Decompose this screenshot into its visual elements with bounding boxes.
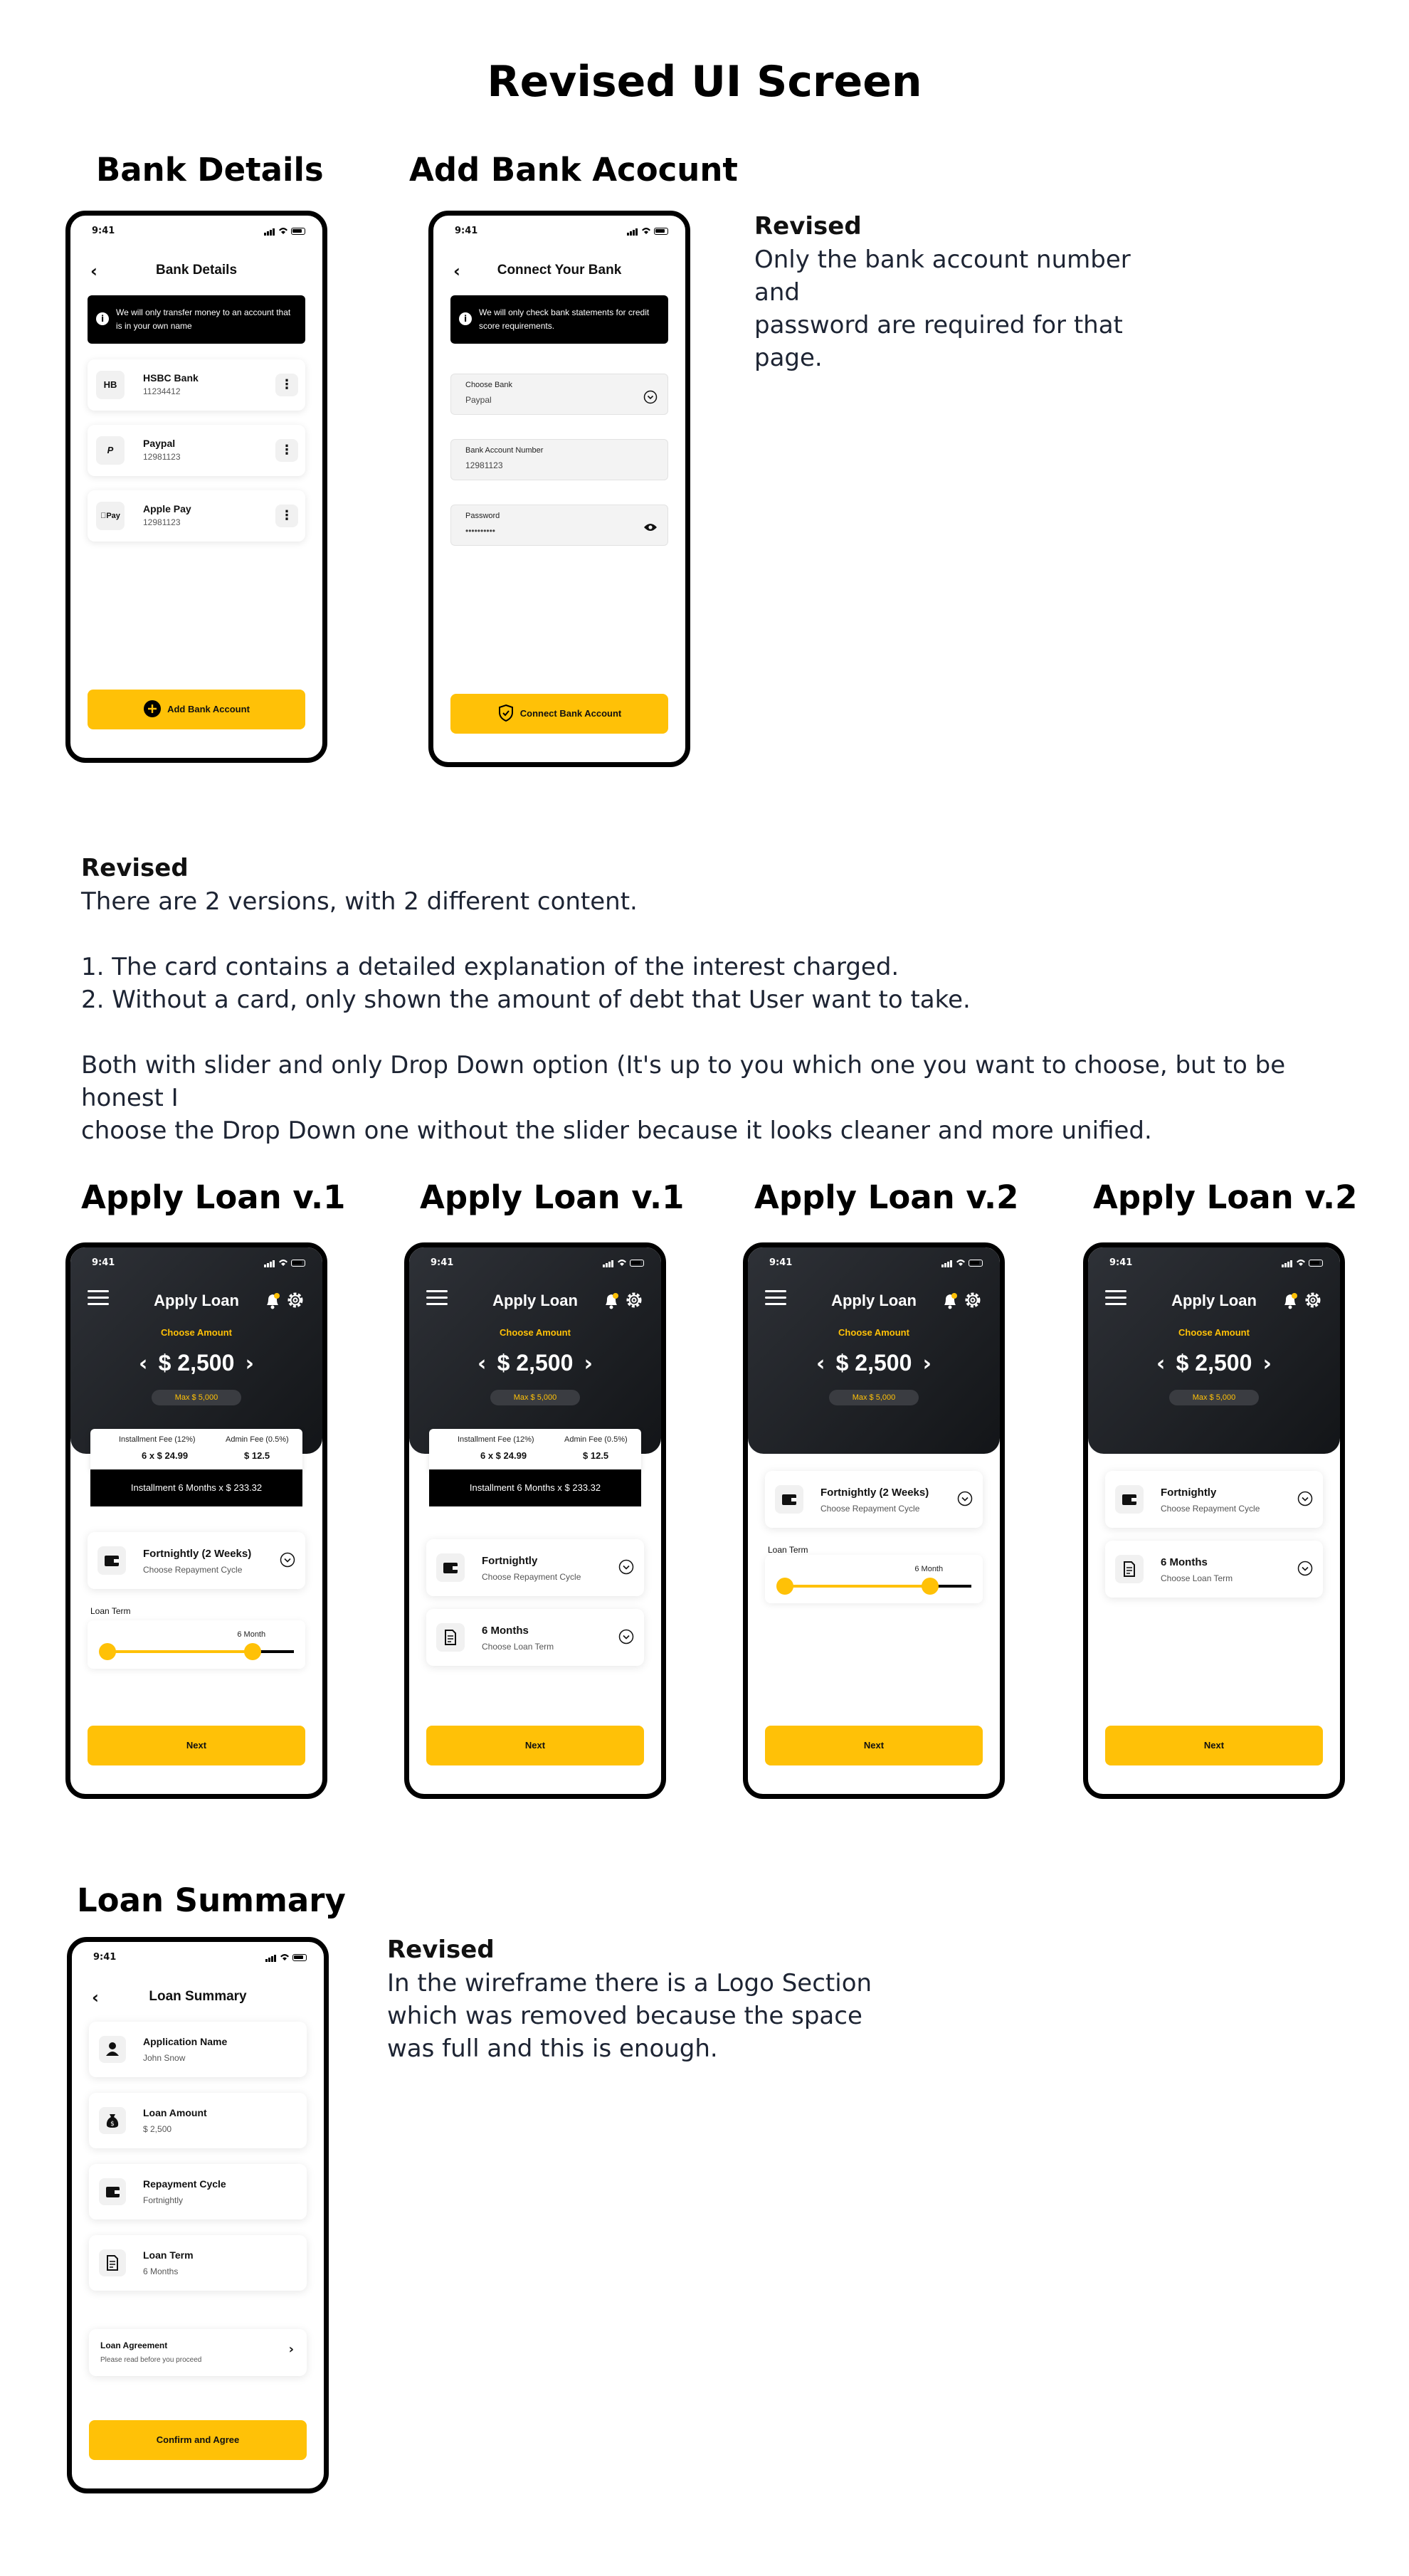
bank-number: 12981123 xyxy=(143,452,181,462)
loan-agreement-link[interactable] xyxy=(89,2329,307,2376)
screen-title: Loan Summary xyxy=(149,1989,247,2004)
installment-fee-value: 6 x $ 24.99 xyxy=(480,1450,527,1461)
status-bar xyxy=(748,1247,1000,1276)
note-line: Both with slider and only Drop Down option (It's up to you which one you want to choose, but to be honest I xyxy=(81,1051,1286,1112)
decrease-amount-icon[interactable]: ‹ xyxy=(139,1351,148,1376)
svg-text:$: $ xyxy=(110,2121,115,2128)
field-value: Paypal xyxy=(465,395,492,405)
status-bar xyxy=(70,216,322,244)
info-banner-text: We will only transfer money to an account that is in your own name xyxy=(116,307,291,331)
battery-icon xyxy=(1309,1260,1323,1267)
paypal-logo: P xyxy=(96,436,125,465)
note-loan-title: Revised xyxy=(81,854,189,882)
installment-summary: Installment 6 Months x $ 233.32 xyxy=(90,1469,302,1506)
next-button[interactable]: Next xyxy=(1105,1726,1323,1765)
note-loan-body xyxy=(81,885,1362,1147)
more-options-icon[interactable]: ⋮ xyxy=(275,505,298,527)
summary-item-value: John Snow xyxy=(143,2053,186,2063)
note-summary-title: Revised xyxy=(387,1936,495,1964)
loan-term-slider[interactable] xyxy=(88,1620,305,1669)
choose-amount-label: Choose Amount xyxy=(1178,1327,1250,1338)
status-bar xyxy=(72,1942,324,1970)
slider-handle[interactable] xyxy=(244,1643,261,1660)
screen-title: Apply Loan xyxy=(1171,1292,1257,1309)
back-arrow-icon[interactable]: ‹ xyxy=(453,261,460,281)
hsbc-logo: HB xyxy=(96,371,125,399)
status-time: 9:41 xyxy=(93,1952,117,1963)
slider-fill xyxy=(107,1650,253,1653)
option-title: Fortnightly xyxy=(1161,1487,1217,1499)
summary-item-title: Repayment Cycle xyxy=(143,2178,226,2190)
user-icon xyxy=(99,2036,126,2063)
status-time: 9:41 xyxy=(769,1257,793,1268)
bank-account-card[interactable] xyxy=(88,359,305,411)
info-banner xyxy=(450,295,668,344)
note-line: 1. The card contains a detailed explanation of the interest charged. xyxy=(81,953,899,981)
field-label: Bank Account Number xyxy=(465,446,544,455)
battery-icon xyxy=(291,1260,305,1267)
decrease-amount-icon[interactable]: ‹ xyxy=(1156,1351,1166,1376)
wifi-icon xyxy=(617,1259,627,1266)
note-line: choose the Drop Down one without the slider because it looks cleaner and more unified. xyxy=(81,1117,1152,1145)
status-time: 9:41 xyxy=(431,1257,454,1268)
bank-account-number-field[interactable] xyxy=(450,439,668,480)
connect-bank-account-button[interactable] xyxy=(450,694,668,734)
bank-number: 12981123 xyxy=(143,517,181,527)
chevron-down-icon xyxy=(643,390,658,404)
wifi-icon xyxy=(280,1953,290,1960)
status-icons xyxy=(627,227,670,236)
apple-pay-logo xyxy=(96,502,125,530)
eye-icon[interactable] xyxy=(643,522,658,532)
choose-amount-label: Choose Amount xyxy=(500,1327,571,1338)
screen-title: Apply Loan xyxy=(154,1292,239,1309)
wallet-icon xyxy=(97,1546,126,1575)
loan-term-label: Loan Term xyxy=(90,1606,131,1616)
bank-name: HSBC Bank xyxy=(143,372,199,384)
info-banner-text: We will only check bank statements for credit score requirements. xyxy=(479,307,650,331)
nav-bar xyxy=(433,255,685,284)
repayment-cycle-dropdown[interactable] xyxy=(426,1539,644,1596)
decrease-amount-icon[interactable]: ‹ xyxy=(816,1351,825,1376)
chevron-down-icon xyxy=(957,1491,973,1506)
loan-term-slider[interactable] xyxy=(765,1555,983,1603)
summary-item-title: Application Name xyxy=(143,2036,228,2047)
increase-amount-icon[interactable]: › xyxy=(584,1351,593,1376)
status-icons xyxy=(264,1259,307,1267)
note-bank-body xyxy=(754,243,1153,374)
max-amount-badge: Max $ 5,000 xyxy=(1169,1390,1259,1405)
loan-amount: $ 2,500 xyxy=(158,1350,235,1376)
increase-amount-icon[interactable]: › xyxy=(922,1351,932,1376)
chevron-down-icon xyxy=(280,1552,295,1568)
section-title-apply-v2: Apply Loan v.2 xyxy=(1093,1178,1358,1216)
summary-item xyxy=(89,2093,307,2148)
note-line: There are 2 versions, with 2 different content. xyxy=(81,887,638,916)
loan-amount: $ 2,500 xyxy=(497,1350,574,1376)
note-line: password are required for that xyxy=(754,311,1123,339)
phone-loan-summary xyxy=(67,1937,329,2493)
note-line: was full and this is enough. xyxy=(387,2034,718,2063)
option-title: Fortnightly (2 Weeks) xyxy=(820,1487,929,1499)
option-subtitle: Choose Repayment Cycle xyxy=(820,1504,920,1514)
section-title-loan-summary: Loan Summary xyxy=(77,1881,346,1919)
field-label: Choose Bank xyxy=(465,381,513,389)
chevron-right-icon: › xyxy=(288,2342,294,2357)
phone-bank-details xyxy=(65,211,327,763)
max-amount-badge: Max $ 5,000 xyxy=(829,1390,919,1405)
status-icons xyxy=(265,1953,308,1962)
status-bar xyxy=(1088,1247,1340,1276)
more-options-icon[interactable]: ⋮ xyxy=(275,439,298,462)
amount-header xyxy=(748,1247,1000,1454)
option-subtitle: Choose Repayment Cycle xyxy=(1161,1504,1260,1514)
gear-icon[interactable] xyxy=(963,1290,983,1310)
repayment-cycle-dropdown[interactable] xyxy=(88,1532,305,1589)
wallet-icon xyxy=(99,2178,126,2205)
note-line: In the wireframe there is a Logo Section xyxy=(387,1969,872,1997)
chevron-down-icon xyxy=(618,1559,634,1575)
money-bag-icon xyxy=(99,2107,126,2134)
status-time: 9:41 xyxy=(92,1257,115,1268)
repayment-cycle-dropdown[interactable] xyxy=(1105,1471,1323,1528)
bank-number: 11234412 xyxy=(143,386,181,396)
shield-check-icon xyxy=(497,704,514,722)
next-button[interactable]: Next xyxy=(765,1726,983,1765)
bell-icon[interactable] xyxy=(941,1292,959,1310)
status-time: 9:41 xyxy=(1109,1257,1133,1268)
summary-item-title: Loan Term xyxy=(143,2249,194,2261)
wallet-icon xyxy=(1115,1485,1144,1514)
wifi-icon xyxy=(278,227,288,234)
bank-account-card[interactable] xyxy=(88,490,305,542)
document-icon xyxy=(1115,1555,1144,1583)
chevron-down-icon xyxy=(1297,1561,1313,1576)
summary-item-title: Loan Amount xyxy=(143,2107,207,2118)
field-value: 12981123 xyxy=(465,460,503,470)
document-icon xyxy=(436,1623,465,1652)
next-button[interactable]: Next xyxy=(426,1726,644,1765)
nav-bar xyxy=(72,1982,324,2010)
section-title-bank-details: Bank Details xyxy=(96,151,324,189)
installment-fee-label: Installment Fee (12%) xyxy=(119,1435,196,1444)
gear-icon[interactable] xyxy=(285,1290,305,1310)
option-subtitle: Choose Loan Term xyxy=(482,1642,554,1652)
bank-name: Apple Pay xyxy=(143,503,191,514)
section-title-apply-v2: Apply Loan v.2 xyxy=(754,1178,1019,1216)
option-title: Fortnightly (2 Weeks) xyxy=(143,1548,252,1560)
slider-handle[interactable] xyxy=(922,1578,939,1595)
choose-amount-label: Choose Amount xyxy=(838,1327,909,1338)
loan-amount: $ 2,500 xyxy=(835,1350,912,1376)
note-line xyxy=(81,918,1362,951)
wifi-icon xyxy=(278,1259,288,1266)
plus-circle-icon xyxy=(143,700,162,718)
note-line: which was removed because the space xyxy=(387,2002,862,2030)
phone-apply-loan-v2-dropdown xyxy=(1083,1242,1345,1799)
phone-apply-loan-v1-slider xyxy=(65,1242,327,1799)
screen-title: Apply Loan xyxy=(831,1292,917,1309)
fee-details-card xyxy=(429,1429,641,1470)
loan-amount: $ 2,500 xyxy=(1176,1350,1252,1376)
battery-icon xyxy=(291,228,305,235)
status-icons xyxy=(264,227,307,236)
apple-pay-logo-text: Pay xyxy=(103,512,117,520)
status-icons xyxy=(941,1259,984,1267)
slider-value-label: 6 Month xyxy=(914,1565,944,1573)
note-summary-body xyxy=(387,1967,885,2065)
password-field[interactable] xyxy=(450,505,668,546)
admin-fee-label: Admin Fee (0.5%) xyxy=(226,1435,289,1444)
confirm-and-agree-button[interactable]: Confirm and Agree xyxy=(89,2420,307,2460)
installment-fee-value: 6 x $ 24.99 xyxy=(142,1450,189,1461)
wifi-icon xyxy=(956,1259,966,1266)
info-icon: i xyxy=(96,312,109,325)
section-title-add-bank: Add Bank Acocunt xyxy=(409,151,738,189)
option-title: 6 Months xyxy=(482,1625,529,1637)
loan-term-dropdown[interactable] xyxy=(1105,1541,1323,1598)
status-bar xyxy=(433,216,685,244)
slider-min-knob[interactable] xyxy=(776,1578,793,1595)
slider-fill xyxy=(785,1585,930,1588)
screen-title: Connect Your Bank xyxy=(497,263,622,278)
field-value: •••••••••• xyxy=(465,526,496,536)
battery-icon xyxy=(292,1954,307,1961)
amount-header xyxy=(1088,1247,1340,1454)
phone-connect-bank xyxy=(428,211,690,767)
admin-fee-label: Admin Fee (0.5%) xyxy=(564,1435,628,1444)
battery-icon xyxy=(654,228,668,235)
summary-item xyxy=(89,2164,307,2219)
back-arrow-icon[interactable]: ‹ xyxy=(90,261,97,281)
wallet-icon xyxy=(775,1485,803,1514)
screen-title: Bank Details xyxy=(155,263,238,278)
slider-min-knob[interactable] xyxy=(99,1643,116,1660)
option-subtitle: Choose Loan Term xyxy=(1161,1573,1233,1583)
nav-bar xyxy=(70,255,322,284)
amount-header xyxy=(70,1247,322,1454)
note-line: Only the bank account number and xyxy=(754,246,1131,307)
note-line: 2. Without a card, only shown the amount of debt that User want to take. xyxy=(81,986,971,1014)
admin-fee-value: $ 12.5 xyxy=(583,1450,609,1461)
wifi-icon xyxy=(1296,1259,1306,1266)
note-bank-title: Revised xyxy=(754,212,862,241)
section-title-apply-v1: Apply Loan v.1 xyxy=(420,1178,685,1216)
amount-header xyxy=(409,1247,661,1454)
phone-apply-loan-v1-dropdown xyxy=(404,1242,666,1799)
document-icon xyxy=(99,2249,126,2276)
note-line xyxy=(81,1016,1362,1049)
status-bar xyxy=(409,1247,661,1276)
wifi-icon xyxy=(641,227,651,234)
installment-fee-label: Installment Fee (12%) xyxy=(458,1435,534,1444)
gear-icon[interactable] xyxy=(624,1290,644,1310)
bell-icon[interactable] xyxy=(603,1292,620,1310)
max-amount-badge: Max $ 5,000 xyxy=(490,1390,580,1405)
bank-account-card[interactable] xyxy=(88,425,305,476)
admin-fee-value: $ 12.5 xyxy=(244,1450,270,1461)
battery-icon xyxy=(969,1260,983,1267)
wallet-icon xyxy=(436,1553,465,1582)
field-label: Password xyxy=(465,512,500,520)
info-banner xyxy=(88,295,305,344)
repayment-cycle-dropdown[interactable] xyxy=(765,1471,983,1528)
screen-title: Apply Loan xyxy=(492,1292,578,1309)
slider-value-label: 6 Month xyxy=(237,1630,266,1639)
add-bank-account-button[interactable] xyxy=(88,690,305,729)
bell-icon[interactable] xyxy=(264,1292,281,1310)
agreement-title: Loan Agreement xyxy=(100,2340,168,2350)
chevron-down-icon xyxy=(1297,1491,1313,1506)
choose-bank-select[interactable] xyxy=(450,374,668,415)
more-options-icon[interactable]: ⋮ xyxy=(275,374,298,396)
decrease-amount-icon[interactable]: ‹ xyxy=(477,1351,487,1376)
gear-icon[interactable] xyxy=(1303,1290,1323,1310)
agreement-subtitle: Please read before you proceed xyxy=(100,2356,202,2364)
bell-icon[interactable] xyxy=(1282,1292,1299,1310)
status-icons xyxy=(603,1259,645,1267)
back-arrow-icon[interactable]: ‹ xyxy=(92,1988,99,2007)
status-bar xyxy=(70,1247,322,1276)
option-title: Fortnightly xyxy=(482,1555,538,1567)
installment-summary: Installment 6 Months x $ 233.32 xyxy=(429,1469,641,1506)
note-line: page. xyxy=(754,344,823,372)
option-title: 6 Months xyxy=(1161,1556,1208,1568)
status-time: 9:41 xyxy=(455,226,478,236)
section-title-apply-v1: Apply Loan v.1 xyxy=(81,1178,346,1216)
max-amount-badge: Max $ 5,000 xyxy=(152,1390,241,1405)
option-subtitle: Choose Repayment Cycle xyxy=(482,1572,581,1582)
increase-amount-icon[interactable]: › xyxy=(1262,1351,1272,1376)
info-icon: i xyxy=(459,312,472,325)
status-time: 9:41 xyxy=(92,226,115,236)
option-subtitle: Choose Repayment Cycle xyxy=(143,1565,243,1575)
battery-icon xyxy=(630,1260,644,1267)
status-icons xyxy=(1282,1259,1324,1267)
summary-item-value: 6 Months xyxy=(143,2266,179,2276)
fee-details-card xyxy=(90,1429,302,1470)
increase-amount-icon[interactable]: › xyxy=(245,1351,254,1376)
loan-term-label: Loan Term xyxy=(768,1545,808,1555)
choose-amount-label: Choose Amount xyxy=(161,1327,232,1338)
page-title: Revised UI Screen xyxy=(487,57,922,107)
summary-item xyxy=(89,2022,307,2077)
summary-item-value: Fortnightly xyxy=(143,2195,184,2205)
loan-term-dropdown[interactable] xyxy=(426,1609,644,1666)
phone-apply-loan-v2-slider xyxy=(743,1242,1005,1799)
bank-name: Paypal xyxy=(143,438,176,449)
add-bank-account-label: Add Bank Account xyxy=(167,704,250,714)
next-button[interactable]: Next xyxy=(88,1726,305,1765)
summary-item-value: $ 2,500 xyxy=(143,2124,172,2134)
connect-bank-account-label: Connect Bank Account xyxy=(519,708,622,719)
summary-item xyxy=(89,2235,307,2291)
chevron-down-icon xyxy=(618,1629,634,1645)
